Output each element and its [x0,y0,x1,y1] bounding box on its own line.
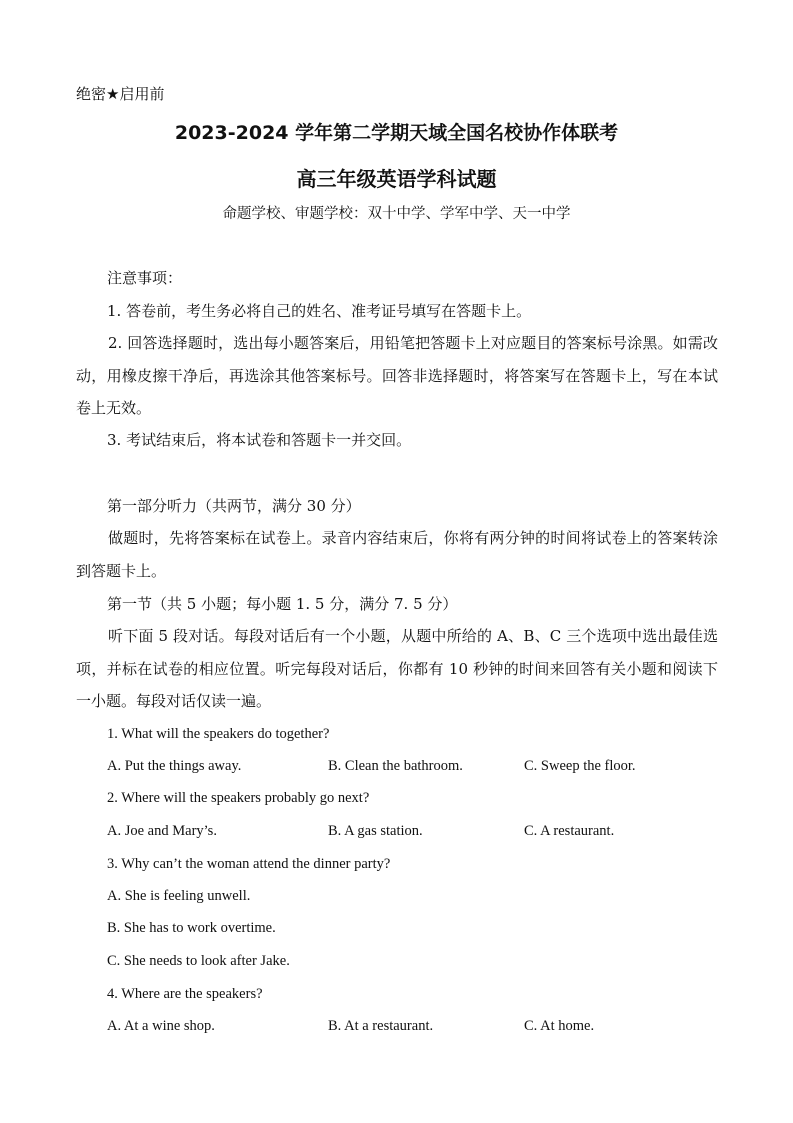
question-4-stem: 4. Where are the speakers? [107,986,263,1002]
question-4-option-a: A. At a wine shop. [107,1018,215,1034]
exam-subtitle: 高三年级英语学科试题 [296,167,497,191]
question-1-option-c: C. Sweep the floor. [524,758,636,774]
question-2-option-a: A. Joe and Mary’s. [107,823,217,839]
section1-heading: 第一节（共 5 小题；每小题 1. 5 分，满分 7. 5 分） [107,595,458,613]
notice-heading: 注意事项： [107,269,183,287]
school-credits: 命题学校、审题学校：双十中学、学军中学、天一中学 [222,206,571,222]
question-4-option-b: B. At a restaurant. [328,1018,434,1034]
question-2-option-c: C. A restaurant. [524,823,615,839]
question-1-option-b: B. Clean the bathroom. [328,758,463,774]
secret-mark: 绝密★启用前 [76,85,165,103]
exam-title: 2023-2024 学年第二学期天域全国名校协作体联考 [174,122,619,144]
question-3-option-b: B. She has to work overtime. [107,920,276,936]
question-2-option-b: B. A gas station. [328,823,423,839]
part1-heading: 第一部分听力（共两节，满分 30 分） [107,497,361,515]
notice-item-3: 3. 考试结束后，将本试卷和答题卡一并交回。 [107,431,412,449]
question-3-option-a: A. She is feeling unwell. [107,888,251,904]
question-4-option-c: C. At home. [524,1018,595,1034]
question-1-option-a: A. Put the things away. [107,758,242,774]
question-2-stem: 2. Where will the speakers probably go next? [107,790,370,806]
part1-instructions: 做题时，先将答案标在试卷上。录音内容结束后，你将有两分钟的时间将试卷上的答案转涂到答题卡上。 [76,529,718,580]
notice-item-2: 2. 回答选择题时，选出每小题答案后，用铅笔把答题卡上对应题目的答案标号涂黑。如需改动，用橡皮擦干净后，再选涂其他答案标号。回答非选择题时，将答案写在答题卡上，写在本试卷上无效。 [76,334,718,417]
question-1-stem: 1. What will the speakers do together? [107,726,330,742]
question-3-option-c: C. She needs to look after Jake. [107,953,290,969]
notice-item-1: 1. 答卷前，考生务必将自己的姓名、准考证号填写在答题卡上。 [107,302,532,320]
question-3-stem: 3. Why can’t the woman attend the dinner party? [107,856,391,872]
section1-instructions: 听下面 5 段对话。每段对话后有一个小题，从题中所给的 A、B、C 三个选项中选出最佳选项，并标在试卷的相应位置。听完每段对话后，你都有 10 秒钟的时间来回答有关小题和阅读下一小题。每段对话仅读一遍。 [76,627,718,710]
